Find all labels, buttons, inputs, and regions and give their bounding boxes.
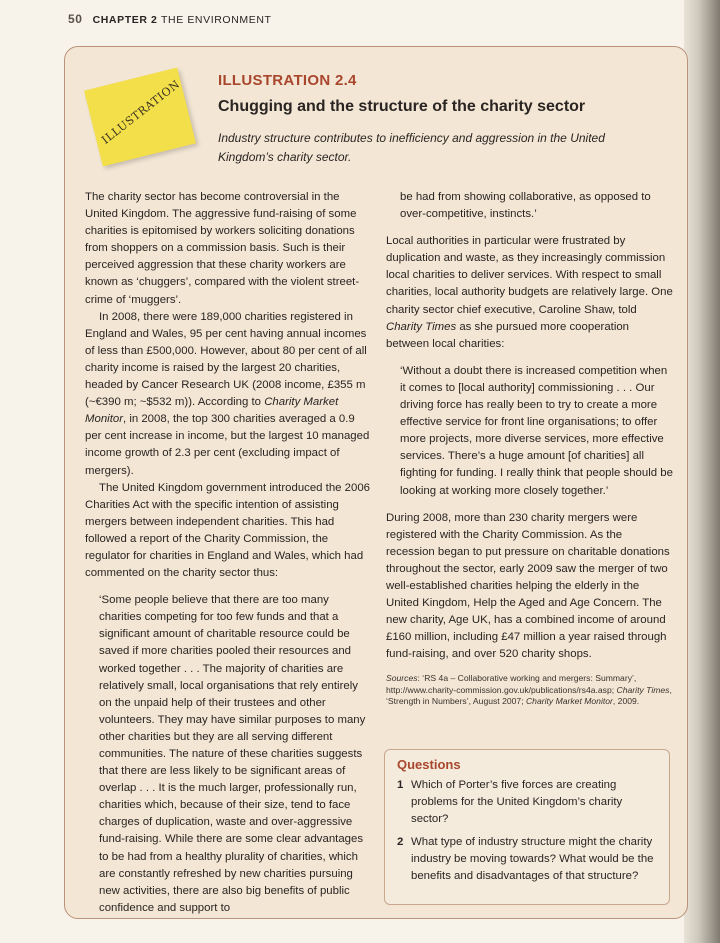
questions-box <box>384 749 670 905</box>
paragraph: In 2008, there were 189,000 charities registered in England and Wales, 95 per cent having annual incomes of less than £500,000. However, about 80 per cent of all charity income is raised by the largest 20 charities, headed by Cancer Research UK (2008 income, £355 m (~€390 m; ~$532 m)). According to Charity Market Monitor, in 2008, the top 300 charities averaged a 0.9 per cent increase in income, but the largest 10 managed income growth of 2.3 per cent (excluding impact of mergers). <box>85 310 370 477</box>
paragraph: During 2008, more than 230 charity mergers were registered with the Charity Commission. As the recession began to put pressure on charitable donations throughout the sector, early 2009 saw the merger of two well-established charities helping the elderly in the United Kingdom, Help the Aged and Age Concern. The new charity, Age UK, has a combined income of around £160 million, including £47 million a year raised through fund-raising, and over 520 charity shops. <box>386 511 670 661</box>
question-item: 1 Which of Porter’s five forces are creating problems for the United Kingdom’s charity sector? <box>397 779 623 825</box>
running-header <box>68 12 272 26</box>
illustration-subtitle: Industry structure contributes to inefficiency and aggression in the United Kingdom’s charity sector. <box>218 131 605 164</box>
block-quote: ‘Some people believe that there are too many charities competing for too few funds and that a significant amount of charitable resource could be saved if more charities pooled their resources and worked together . . . The majority of charities are relatively small, local organisations that rely entirely on the unpaid help of their trustees and other volunteers. They may have similar purposes to many other charities but they are all serving different communities. The nature of these charities suggests that there are less likely to be significant areas of overlap . . . It is the much larger, professionally run, charities which, because of their size, tend to face charges of duplication, waste and over-aggressive fund-raising. While there are some clear advantages to be had from a healthy plurality of charities, which are constantly refreshed by new charities pursuing new activities, there are also big benefits of public confidence and support to <box>99 594 366 914</box>
left-column <box>85 189 373 917</box>
block-quote: ‘Without a doubt there is increased competition when it comes to [local authority] commissioning . . . Our driving force has really been to try to create a more effective service for front line organisations; to offer more projects, more diverse services, more effective services. There’s a huge amount [of charities] all fighting for funding. I really think that people should be looking at working more closely together.’ <box>400 364 673 497</box>
page-edge-shadow <box>684 0 720 943</box>
paragraph: The charity sector has become controversial in the United Kingdom. The aggressive fund-raising of some charities is epitomised by workers soliciting donations from shoppers on a commission basis. Such is their perceived aggression that these charity workers are known as ‘chuggers’, compared with the violent street-crime of ‘muggers’. <box>85 191 360 306</box>
right-column <box>386 189 674 708</box>
sticky-note-text: ILLUSTRATION <box>99 77 183 147</box>
block-quote-continued: be had from showing collaborative, as opposed to over-competitive, instincts.’ <box>400 191 651 221</box>
paragraph: Local authorities in particular were frustrated by duplication and waste, as they increasingly commission local charities to deliver services. With respect to small charities, local authority budgets are relatively large. One charity sector chief executive, Caroline Shaw, told Charity Times as she pursued more cooperation between local charities: <box>386 235 673 350</box>
illustration-title: Chugging and the structure of the charity sector <box>218 98 586 115</box>
sources-note: Sources: ‘RS 4a – Collaborative working and mergers: Summary’, http://www.charity-commission.gov.uk/publications/rs4a.asp; Charity Times, ‘Strength in Numbers’, August 2007; Charity Market Monitor, 2009. <box>386 673 672 707</box>
chapter-title: THE ENVIRONMENT <box>161 14 272 26</box>
illustration-label: ILLUSTRATION 2.4 <box>218 72 357 89</box>
questions-title: Questions <box>397 757 461 772</box>
paragraph: The United Kingdom government introduced the 2006 Charities Act with the specific intention of assisting mergers between independent charities. This had followed a report of the Charity Commission, the regulator for charities in England and Wales, which had commented on the charity sector thus: <box>85 481 371 580</box>
question-item: 2 What type of industry structure might the charity industry be moving towards? What would be the benefits and disadvantages of that structure? <box>397 836 654 882</box>
chapter-number: CHAPTER 2 <box>92 14 158 26</box>
page-number: 50 <box>68 12 83 26</box>
